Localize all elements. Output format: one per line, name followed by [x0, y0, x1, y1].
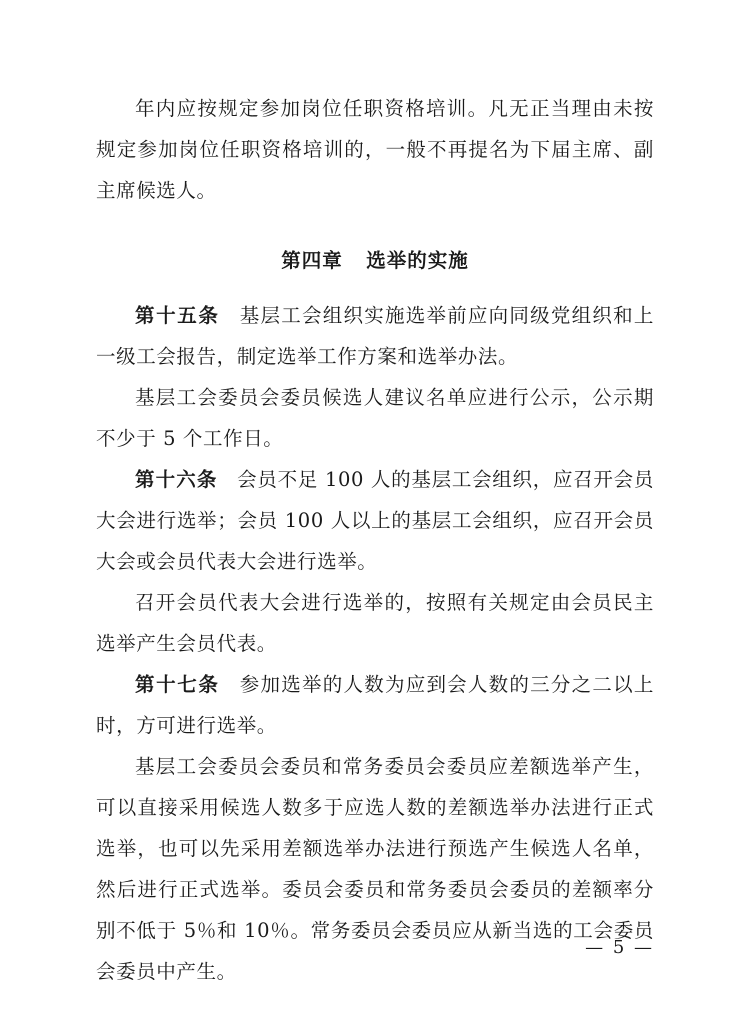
- article-paragraph: [96, 664, 654, 746]
- chapter-number: 第四章: [281, 249, 343, 272]
- article-label: 第十七条: [135, 673, 220, 696]
- article-block: [96, 295, 654, 459]
- page-number: — 5 —: [585, 937, 654, 958]
- article-label: 第十五条: [135, 304, 220, 327]
- article-subparagraph: 基层工会委员会委员和常务委员会委员应差额选举产生，可以直接采用候选人数多于应选人数的差额选举办法进行正式选举，也可以先采用差额选举办法进行预选产生候选人名单，然后进行正式选举。委员会委员和常务委员会委员的差额率分别不低于 5％和 10％。常务委员会委员应从新当选的工会委员会委员中产生。: [96, 755, 654, 983]
- article-text: 基层工会组织实施选举前应向同级党组织和上一级工会报告，制定选举工作方案和选举办法。: [96, 304, 654, 368]
- article-subparagraph: 基层工会委员会委员候选人建议名单应进行公示，公示期不少于 5 个工作日。: [96, 386, 654, 450]
- article-text: 参加选举的人数为应到会人数的三分之二以上时，方可进行选举。: [96, 673, 654, 737]
- article-paragraph: [96, 459, 654, 582]
- article-text: 会员不足 100 人的基层工会组织，应召开会员大会进行选举；会员 100 人以上的基层工会组织，应召开会员大会或会员代表大会进行选举。: [96, 468, 654, 573]
- article-subparagraph: 召开会员代表大会进行选举的，按照有关规定由会员民主选举产生会员代表。: [96, 591, 654, 655]
- article-paragraph: [96, 295, 654, 377]
- document-body: [96, 88, 654, 992]
- chapter-title: 选举的实施: [366, 249, 469, 272]
- article-label: 第十六条: [135, 468, 218, 491]
- article-block: [96, 459, 654, 664]
- opening-paragraph: 年内应按规定参加岗位任职资格培训。凡无正当理由未按规定参加岗位任职资格培训的，一般不再提名为下届主席、副主席候选人。: [96, 97, 654, 202]
- chapter-heading: [96, 241, 654, 281]
